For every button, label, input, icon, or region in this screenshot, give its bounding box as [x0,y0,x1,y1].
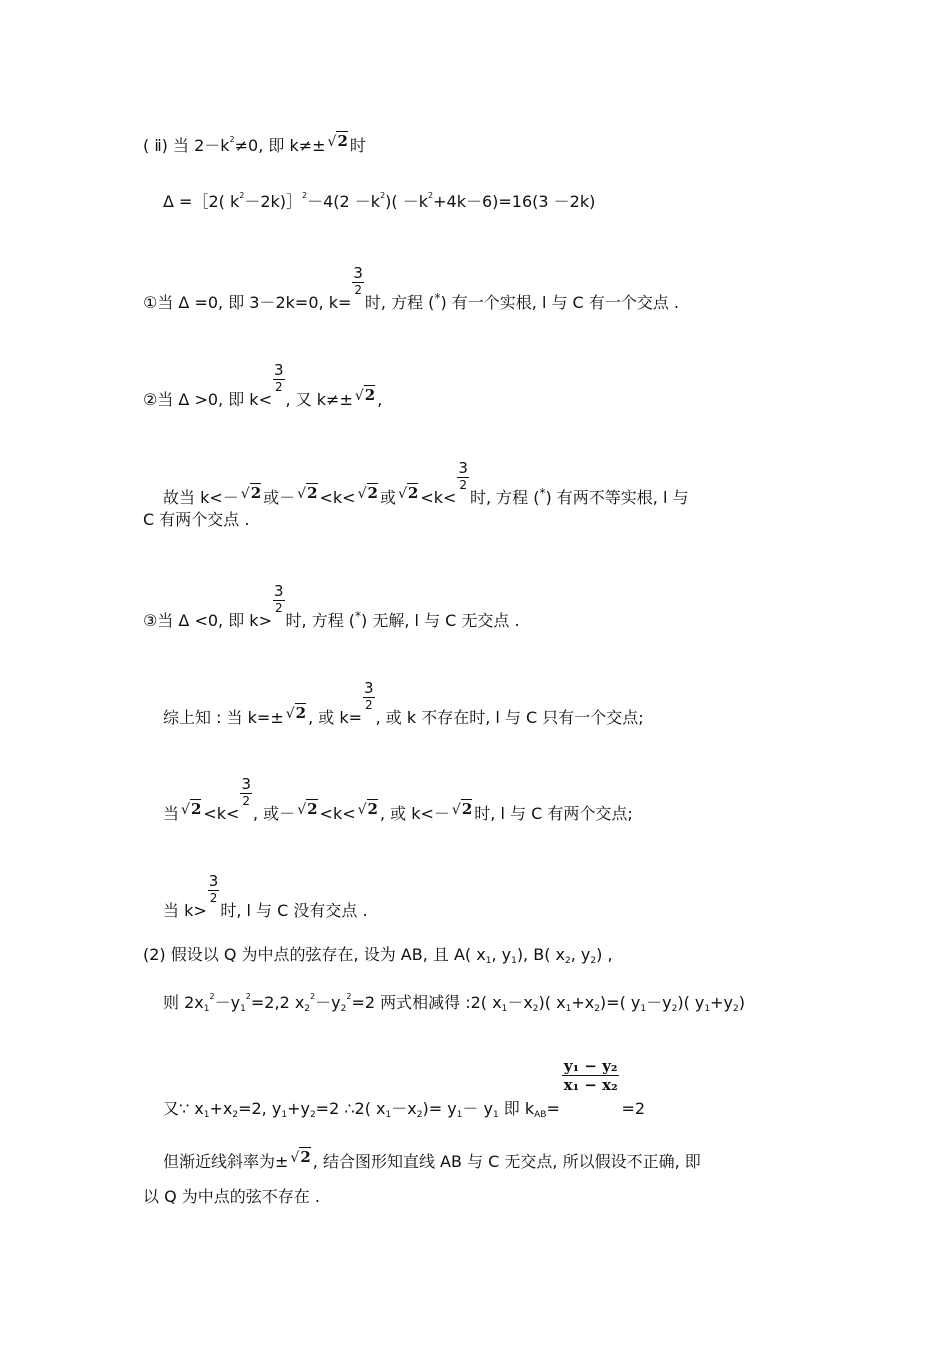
text-fragment: ) 有两不等实根, l 与 [545,488,689,507]
text-fragment: , 或－ [253,804,296,823]
text-fragment: 又∵ x [163,1099,204,1118]
text-fragment: 1 [385,1110,392,1120]
text-fragment: －y [315,993,341,1012]
sqrt-2 [179,800,203,818]
text-line-6 [143,510,249,530]
text-fragment: －y [646,993,672,1012]
text-fragment: ①当 Δ =0, 即 3－2k=0, k= [143,293,352,312]
text-fragment: √ [451,802,461,818]
text-fragment: 则 2x [163,993,204,1012]
text-fragment: 1 [281,1110,288,1120]
sqrt-2 [353,386,377,404]
text-fragment: 1 [203,1004,210,1014]
text-fragment: =2 [621,1099,646,1118]
sqrt-2 [356,800,380,818]
text-fragment: AB [534,1110,547,1120]
text-fragment: 2 [274,601,283,615]
text-fragment: 2 [245,992,251,1001]
text-fragment: 但渐近线斜率为± [163,1152,289,1171]
text-fragment: －4(2 －k [307,192,381,211]
text-fragment: =2 两式相减得 :2( x [351,993,502,1012]
text-line-7 [143,582,520,632]
text-fragment: <k< [420,488,457,507]
text-fragment: √ [181,802,190,818]
text-fragment: , 或 k= [308,708,363,727]
text-fragment: 1 [565,1004,572,1014]
text-fragment: 3 [273,361,284,379]
fraction-3-2 [363,679,375,712]
text-fragment: (2) 假设以 Q 为中点的弦存在, 设为 AB, 且 A( x [143,945,486,964]
fraction-3-2 [273,361,285,394]
text-fragment: +y [710,993,733,1012]
text-fragment: 2 [307,484,318,502]
text-fragment: * [539,486,546,500]
text-fragment: +x [571,993,595,1012]
text-fragment: , 或 k<－ [379,804,450,823]
text-fragment: 3 [208,872,219,890]
text-fragment: , y [570,945,591,964]
text-fragment: 2 [250,484,262,502]
text-fragment: 2 [565,956,571,966]
text-fragment: 2 [594,1004,600,1014]
text-fragment: －2k)］ [244,192,303,211]
text-fragment: y₁ − y₂ [563,1057,618,1075]
text-fragment: 2 [300,1148,311,1166]
text-fragment: 2 [428,191,434,200]
text-fragment: 1 [203,1110,210,1120]
text-fragment: 1 [640,1004,647,1014]
text-line-13 [163,1057,646,1120]
text-fragment: 2 [274,380,283,394]
text-fragment: ) 有一个实根, l 与 C 有一个交点 . [440,293,679,312]
text-fragment: 时 [349,136,366,155]
sqrt-2 [284,704,308,722]
text-fragment: 时, 方程 ( [285,611,356,630]
text-fragment: 2 [307,800,318,818]
text-line-12 [163,993,745,1013]
text-fragment: － y [462,1099,493,1118]
text-fragment: 2 [310,992,316,1001]
text-line-2 [163,192,595,212]
sqrt-2 [239,484,263,502]
text-fragment: )( －k [385,192,429,211]
fraction-3-2 [240,775,252,808]
sqrt-2 [326,132,350,150]
text-line-15 [143,1187,320,1207]
text-fragment: 以 Q 为中点的弦不存在 . [143,1187,320,1206]
sqrt-2 [288,1148,312,1166]
text-fragment: * [355,609,362,623]
text-fragment: Δ =［2( k [163,192,240,211]
text-fragment: )( y [677,993,705,1012]
text-fragment: √ [357,802,367,818]
text-fragment: 2 [380,191,386,200]
text-fragment: 2 [590,956,597,966]
text-fragment: 2 [671,1004,678,1014]
text-fragment: ) 无解, l 与 C 无交点 . [361,611,520,630]
text-fragment: ), B( x [516,945,565,964]
sqrt-2 [450,800,474,818]
text-fragment: 2 [209,891,218,905]
text-fragment: 1 [456,1110,463,1120]
text-fragment: √ [297,486,307,502]
text-fragment: 2 [337,132,348,150]
text-fragment: x₁ − x₂ [563,1076,618,1094]
text-fragment: √ [290,1150,300,1166]
text-fragment: 2 [232,1110,239,1120]
text-fragment: 2 [354,283,362,297]
text-fragment: )( x [538,993,566,1012]
text-fragment: 3 [364,679,374,697]
text-fragment: <k< [319,488,356,507]
text-fragment: 2 [367,800,378,818]
text-fragment: √ [357,486,367,502]
text-fragment: 3 [241,775,251,793]
text-fragment: 3 [273,582,284,600]
text-fragment: √ [354,388,364,404]
text-fragment: －x [391,1099,417,1118]
text-fragment: －y [214,993,241,1012]
text-fragment: 2 [364,698,373,712]
text-fragment: ) [738,993,745,1012]
sqrt-2 [356,484,380,502]
text-fragment: 时, 方程 ( [469,488,540,507]
text-fragment: +y [287,1099,310,1118]
text-fragment: 当 k> [163,901,207,920]
sqrt-2 [295,484,319,502]
text-fragment: 2 [229,135,235,144]
text-fragment: 2 [302,191,308,200]
text-fragment: 2 [304,1004,311,1014]
text-fragment: =2,2 x [250,993,305,1012]
text-fragment: 2 [340,1004,347,1014]
text-fragment: 1 [704,1004,711,1014]
text-fragment: －x [507,993,533,1012]
text-fragment: ( ⅱ) 当 2－k [143,136,230,155]
text-fragment: 2 [407,484,419,502]
text-fragment: ≠0, 即 k≠± [234,136,326,155]
text-fragment: 2 [461,800,473,818]
text-fragment: 2 [295,704,307,722]
text-fragment: <k< [203,804,240,823]
text-fragment: = [546,1099,560,1118]
text-fragment: 2 [364,386,376,404]
text-line-9 [163,775,633,825]
text-fragment: 或 [379,488,396,507]
text-line-14 [163,1148,701,1173]
text-fragment: 2 [367,484,378,502]
text-fragment: 时, l 与 C 没有交点 . [220,901,368,920]
text-fragment: 2 [416,1110,423,1120]
text-fragment: * [434,291,441,305]
text-line-1 [143,132,366,157]
text-fragment: 故当 k<－ [163,488,239,507]
text-fragment: 3 [458,459,468,477]
text-fragment: , y [491,945,512,964]
text-line-10 [163,872,368,921]
text-fragment: 1 [485,956,492,966]
text-fragment: )=( y [599,993,641,1012]
text-fragment: 综上知 : 当 k=± [163,708,284,727]
text-fragment: √ [327,134,337,150]
text-fragment: 1 [511,956,517,966]
fraction-3-2 [352,264,364,297]
text-fragment: 2 [532,1004,539,1014]
text-fragment: =2 ∴2( x [315,1099,386,1118]
text-line-3 [143,264,679,314]
text-fragment: 即 k [498,1099,535,1118]
text-fragment: =2, y [238,1099,282,1118]
fraction-3-2 [208,872,220,905]
text-fragment: 1 [501,1004,508,1014]
text-fragment: √ [240,486,250,502]
text-fragment: <k< [319,804,356,823]
text-fragment: 时, l 与 C 有两个交点; [474,804,633,823]
text-fragment: 或－ [263,488,296,507]
text-line-4 [143,361,383,411]
sqrt-2 [295,800,319,818]
text-line-5 [163,459,689,509]
text-fragment: 2 [242,794,251,808]
text-fragment: 时, 方程 ( [364,293,435,312]
text-fragment: ②当 Δ >0, 即 k< [143,390,272,409]
text-fragment: 2 [459,478,467,492]
text-fragment: 2 [346,992,352,1001]
text-line-8 [163,679,644,729]
text-fragment: 3 [353,264,363,282]
sqrt-2 [396,484,420,502]
text-fragment: , 结合图形知直线 AB 与 C 无交点, 所以假设不正确, 即 [312,1152,701,1171]
text-fragment: 1 [240,1004,246,1014]
fraction-3-2 [457,459,469,492]
text-fragment: √ [397,486,407,502]
text-fragment: , [377,390,383,409]
text-fragment: )= y [422,1099,457,1118]
text-fragment: 2 [239,191,245,200]
text-fragment: 1 [492,1110,499,1120]
fraction-3-2 [273,582,285,615]
text-line-11 [143,945,613,965]
text-fragment: +4k－6)=16(3 －2k) [433,192,596,211]
text-fragment: √ [297,802,307,818]
text-fragment: 2 [190,800,202,818]
text-fragment: √ [285,706,295,722]
text-fragment: ③当 Δ <0, 即 k> [143,611,272,630]
text-fragment: , 或 k 不存在时, l 与 C 只有一个交点; [375,708,644,727]
text-fragment: +x [209,1099,233,1118]
text-fragment: , 又 k≠± [285,390,353,409]
text-fragment: ) , [596,945,613,964]
text-fragment: C 有两个交点 . [143,510,250,529]
text-fragment: 当 [163,804,180,823]
text-fragment: 2 [732,1004,739,1014]
slope-fraction [562,1057,620,1094]
text-fragment: 2 [309,1110,316,1120]
text-fragment: 2 [209,992,215,1001]
